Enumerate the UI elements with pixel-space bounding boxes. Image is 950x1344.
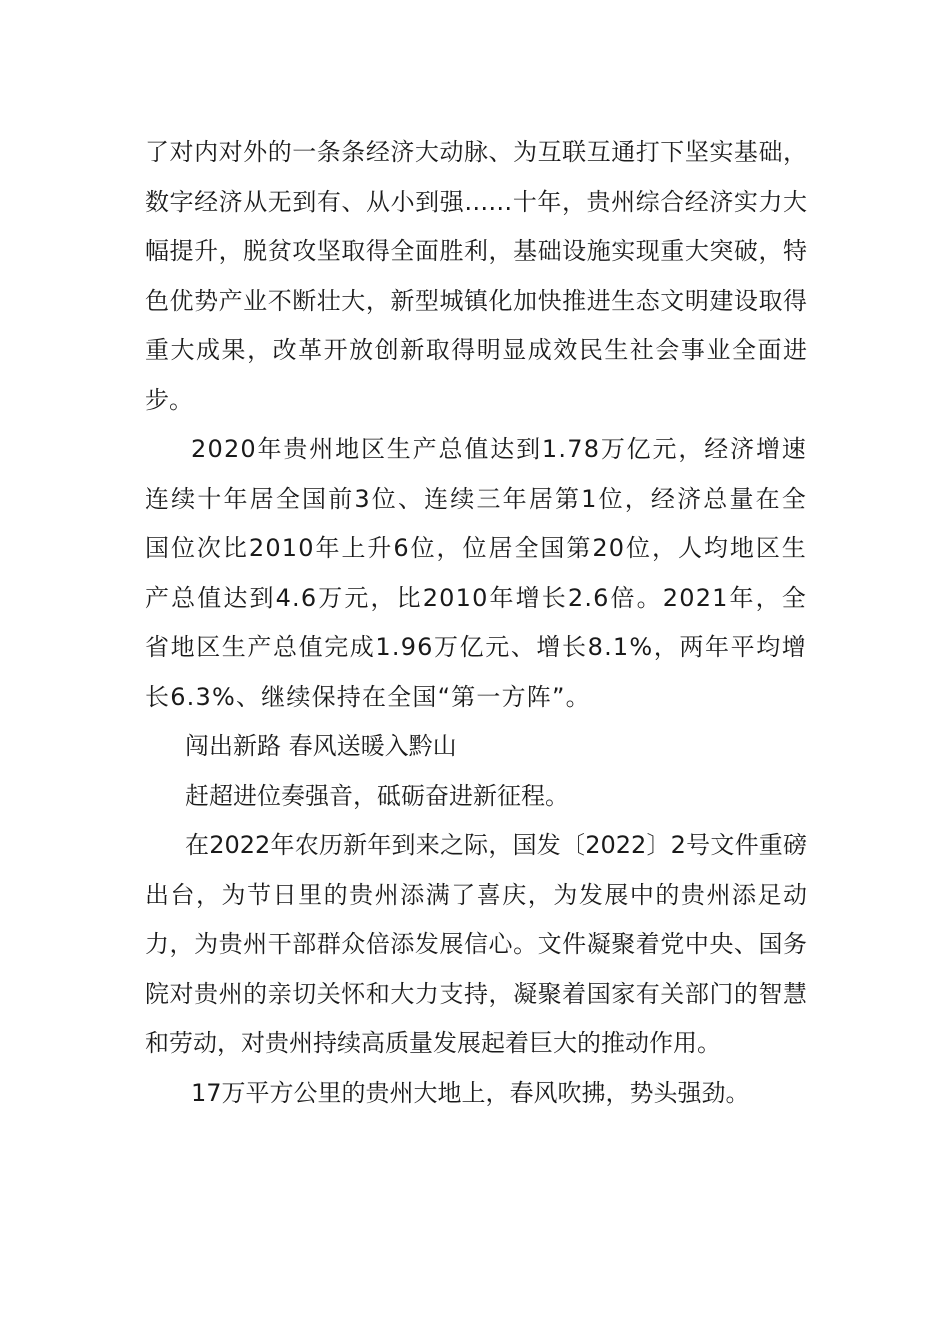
paragraph-policy-document: 在2022年农历新年到来之际，国发〔2022〕2号文件重磅出台，为节日里的贵州添满了喜庆，为发展中的贵州添足动力，为贵州干部群众倍添发展信心。文件凝聚着党中央、国务院对贵州的亲切关怀和大力支持，凝聚着国家有关部门的智慧和劳动，对贵州持续高质量发展起着巨大的推动作用。 xyxy=(145,831,807,1057)
section-heading: 闯出新路 春风送暖入黔山 xyxy=(185,732,457,760)
paragraph-achievements: 了对内对外的一条条经济大动脉、为互联互通打下坚实基础，数字经济从无到有、从小到强……十年，贵州综合经济实力大幅提升，脱贫攻坚取得全面胜利，基础设施实现重大突破，特色优势产业不断壮大，新型城镇化加快推进生态文明建设取得重大成果，改革开放创新取得明显成效民生社会事业全面进步。 xyxy=(145,138,807,414)
document-body xyxy=(145,128,807,1118)
paragraph-gdp-statistics: 2020年贵州地区生产总值达到1.78万亿元，经济增速连续十年居全国前3位、连续三年居第1位，经济总量在全国位次比2010年上升6位，位居全国第20位，人均地区生产总值达到4.6万元，比2010年增长2.6倍。2021年，全省地区生产总值完成1.96万亿元、增长8.1%，两年平均增长6.3%、继续保持在全国“第一方阵”。 xyxy=(145,435,807,711)
paragraph-closing: 17万平方公里的贵州大地上，春风吹拂，势头强劲。 xyxy=(191,1078,750,1107)
paragraph-intro-line: 赶超进位奏强音，砥砺奋进新征程。 xyxy=(185,781,569,810)
